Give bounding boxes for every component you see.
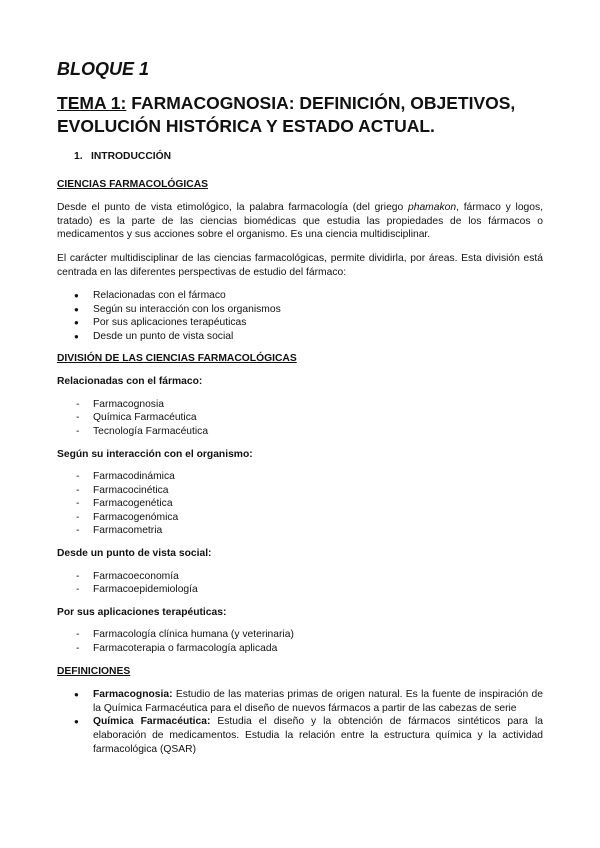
group-list [57, 470, 543, 538]
tema-title [57, 92, 557, 138]
list-item: - Farmacognosia [57, 398, 543, 412]
heading-ciencias-farmacologicas: CIENCIAS FARMACOLÓGICAS [57, 178, 209, 190]
definition-term: Química Farmacéutica: [93, 716, 211, 728]
group-heading: Según su interacción con el organismo: [57, 448, 253, 460]
paragraph-multidisciplinar: El carácter multidisciplinar de las ciencias farmacológicas, permite dividirla, por áreas. Esta división está centrada en las diferentes perspectivas de estudio del fármaco: [57, 252, 543, 278]
definition-text: Estudio de las materias primas de origen natural. Es la fuente de inspiración de la Química Farmacéutica para el diseño de nuevos fármacos a partir de las cabezas de serie [93, 689, 543, 714]
document-body [57, 150, 543, 764]
tema-heading: FARMACOGNOSIA: DEFINICIÓN, OBJETIVOS, EVOLUCIÓN HISTÓRICA Y ESTADO ACTUAL. [57, 93, 516, 136]
group-heading: Relacionadas con el fármaco: [57, 376, 203, 388]
paragraph-text: Desde el punto de vista etimológico, la palabra farmacología (del griego [57, 202, 408, 214]
list-item: - Farmacodinámica [57, 470, 543, 484]
section-number: 1. [74, 151, 83, 162]
paragraph-text: , fármaco y logos, tratado) es la parte de las ciencias biomédicas que estudia las propiedades de los fármacos o medicamentos y sus acciones sobre el organismo. Es una ciencia multidisciplinar. [57, 202, 544, 241]
list-item: - Farmacogenómica [57, 511, 543, 525]
paragraph-etimologia [57, 201, 543, 242]
list-item: - Farmacogenética [57, 497, 543, 511]
group-heading: Desde un punto de vista social: [57, 548, 212, 560]
section-heading-introduccion [74, 150, 543, 164]
list-item: - Farmacometria [57, 524, 543, 538]
definition-item [57, 715, 543, 756]
heading-definiciones: DEFINICIONES [57, 665, 131, 677]
list-item: - Química Farmacéutica [57, 411, 543, 425]
group-list [57, 570, 543, 597]
definition-text: Estudia el diseño y la obtención de fármacos sintéticos para la elaboración de medicamentos. Estudia la relación entre la estructura química y la actividad farmacológica (QSAR) [93, 716, 544, 755]
bloque-title: BLOQUE 1 [57, 59, 150, 79]
list-item: - Farmacología clínica humana (y veterinaria) [57, 628, 543, 642]
definition-item [57, 688, 543, 715]
definition-term: Farmacognosia: [93, 689, 173, 701]
list-item: ● Relacionadas con el fármaco [57, 289, 543, 303]
list-item: ● Desde un punto de vista social [57, 330, 543, 344]
group-heading: Por sus aplicaciones terapéuticas: [57, 606, 227, 618]
group-list [57, 398, 543, 439]
list-item: - Tecnología Farmacéutica [57, 425, 543, 439]
list-item: ● Por sus aplicaciones terapéuticas [57, 316, 543, 330]
list-item: - Farmacoeconomía [57, 570, 543, 584]
list-item: ● Según su interacción con los organismos [57, 303, 543, 317]
list-item: - Farmacoepidemiología [57, 583, 543, 597]
group-list [57, 628, 543, 655]
areas-list [57, 289, 543, 343]
section-title: INTRODUCCIÓN [91, 151, 172, 162]
tema-label: TEMA 1: [57, 93, 127, 113]
heading-division: DIVISIÓN DE LAS CIENCIAS FARMACOLÓGICAS [57, 352, 297, 364]
definitions-list [57, 688, 543, 756]
greek-term: phamakon [408, 202, 457, 214]
list-item: - Farmacocinética [57, 484, 543, 498]
list-item: - Farmacoterapia o farmacología aplicada [57, 642, 543, 656]
